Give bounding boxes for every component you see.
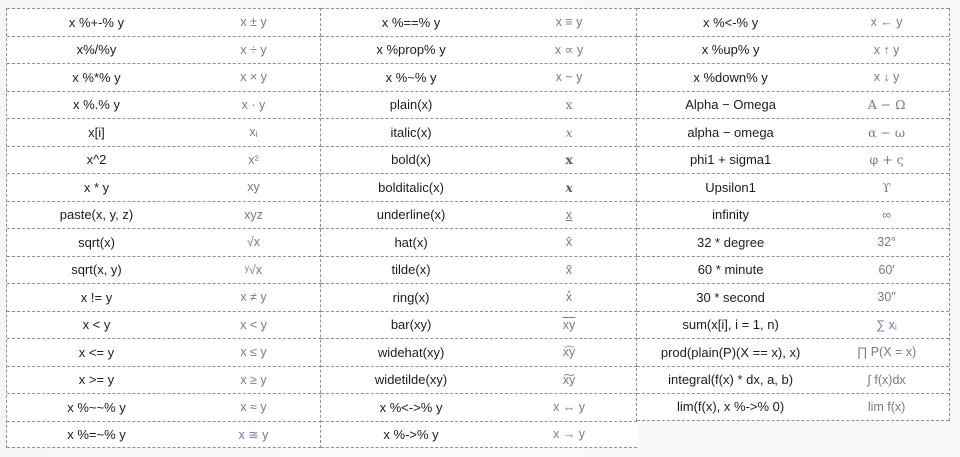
r-code: x%/%y	[76, 42, 117, 58]
r-code: x %->% y	[383, 426, 439, 442]
r-code: sum(x[i], i = 1, n)	[682, 317, 779, 333]
rendered-output: x ~ y	[555, 70, 583, 85]
rendered-output: ∫ f(x)dx	[867, 372, 906, 387]
rendered-output: x ↔ y	[553, 400, 586, 415]
r-code: x %prop% y	[376, 42, 446, 58]
table-row	[7, 366, 321, 394]
rendered-output: ∞	[882, 207, 892, 222]
r-code: tilde(x)	[391, 262, 431, 278]
r-code: hat(x)	[394, 234, 428, 250]
table-row	[321, 283, 637, 311]
rendered-output: xy	[247, 180, 260, 195]
r-code: x %up% y	[701, 42, 760, 58]
table-block-3	[636, 8, 950, 421]
r-code: x < y	[82, 317, 111, 333]
table-row	[637, 283, 949, 311]
r-code: 60 * minute	[697, 262, 764, 278]
r-code: x^2	[86, 152, 107, 168]
rendered-output	[501, 202, 637, 229]
table-row	[7, 338, 321, 366]
r-code: 30 * second	[696, 289, 765, 305]
table-row	[321, 63, 637, 91]
table-row	[637, 36, 949, 64]
table-row	[7, 201, 321, 229]
table-row	[321, 146, 637, 174]
rendered-output: 60′	[878, 262, 895, 277]
rendered-output: x < y	[240, 317, 267, 332]
table-row	[321, 91, 637, 119]
table-row	[637, 173, 949, 201]
table-row	[321, 173, 637, 201]
rendered-output: x ≈ y	[240, 400, 267, 415]
table-row	[637, 91, 949, 119]
rendered-output: x ≡ y	[555, 15, 583, 30]
table-row	[7, 146, 321, 174]
r-code: integral(f(x) * dx, a, b)	[668, 372, 794, 388]
rendered-output: x ≅ y	[238, 427, 269, 442]
table-row	[321, 338, 637, 366]
table-row	[321, 8, 637, 36]
r-code: x[i]	[88, 124, 105, 140]
table-row	[637, 201, 949, 229]
rendered-output: x²	[248, 152, 259, 167]
rendered-output: x ÷ y	[240, 42, 267, 57]
r-code: x %~% y	[385, 69, 437, 85]
rendered-output: ϒ	[882, 179, 891, 195]
overlined-xy: $\overline{xy}$	[562, 317, 576, 332]
rendered-output: x × y	[240, 70, 267, 85]
r-code: plain(x)	[389, 97, 433, 113]
table-row	[321, 393, 637, 421]
rendered-output: x	[565, 179, 573, 195]
table-row	[7, 118, 321, 146]
table-row	[321, 256, 637, 284]
r-code: 32 * degree	[696, 234, 765, 250]
rendered-output: α − ω	[868, 124, 906, 140]
rendered-output: x ← y	[870, 15, 903, 30]
table-row	[637, 366, 949, 394]
r-code: ring(x)	[392, 289, 430, 305]
table-row	[321, 366, 637, 394]
r-code: bar(xy)	[390, 317, 432, 333]
rendered-output: ∑ xᵢ	[876, 317, 897, 332]
table-row	[637, 393, 949, 421]
rendered-output: ∏ P(X = x)	[856, 345, 917, 360]
table-row	[321, 118, 637, 146]
r-code: underline(x)	[376, 207, 446, 223]
r-code: x %+-% y	[68, 14, 125, 30]
rendered-output: x ↑ y	[873, 42, 900, 57]
rendered-output: 30″	[877, 290, 896, 305]
r-code: Upsilon1	[705, 179, 756, 195]
table-row	[7, 421, 321, 449]
r-code: x %~~% y	[67, 399, 126, 415]
rendered-output: x → y	[553, 427, 586, 442]
table-row	[7, 8, 321, 36]
rendered-output: x̃	[565, 262, 573, 277]
r-code: widehat(xy)	[377, 344, 445, 360]
rendered-output	[501, 312, 637, 339]
rendered-output: xyz	[244, 207, 263, 222]
table-row	[637, 228, 949, 256]
rendered-output: x	[565, 152, 573, 168]
rendered-output: Α − Ω	[867, 97, 906, 113]
r-code: x %.% y	[73, 97, 120, 113]
table-block-1	[6, 8, 321, 448]
r-code: paste(x, y, z)	[59, 207, 134, 223]
r-code: x >= y	[78, 372, 115, 388]
table-row	[321, 311, 637, 339]
r-code: x <= y	[78, 344, 115, 360]
r-code: x %down% y	[693, 69, 768, 85]
r-code: x %*% y	[72, 69, 121, 85]
rendered-output: x · y	[241, 97, 266, 112]
table-row	[7, 228, 321, 256]
r-code: sqrt(x)	[78, 234, 115, 250]
r-code: x %=~% y	[67, 426, 126, 442]
rendered-output: x̊	[565, 290, 573, 305]
r-code: phi1 + sigma1	[689, 152, 772, 168]
r-code: infinity	[712, 207, 750, 223]
rendered-output: x ≠ y	[240, 290, 267, 305]
r-code: x != y	[80, 289, 113, 305]
rendered-output: x͡y	[562, 345, 576, 360]
table-row	[637, 338, 949, 366]
table-row	[637, 146, 949, 174]
rendered-output: √x	[246, 235, 261, 250]
r-code: lim(f(x), x %->% 0)	[676, 399, 785, 415]
table-row	[7, 36, 321, 64]
r-code: bolditalic(x)	[378, 179, 444, 195]
table-row	[321, 201, 637, 229]
table-row	[7, 311, 321, 339]
rendered-output: x ↓ y	[873, 70, 900, 85]
table-row	[321, 36, 637, 64]
table-row	[7, 91, 321, 119]
rendered-output: x ≤ y	[240, 345, 267, 360]
r-code: alpha − omega	[687, 124, 774, 140]
table-row	[637, 8, 949, 36]
table-row	[7, 173, 321, 201]
r-code: x %<->% y	[379, 399, 443, 415]
r-code: x %<-% y	[702, 14, 759, 30]
table-row	[7, 283, 321, 311]
table-row	[321, 421, 637, 449]
rendered-output: 32°	[877, 235, 897, 250]
table-row	[637, 118, 949, 146]
rendered-output: lim f(x)	[867, 399, 906, 414]
r-code: x %==% y	[381, 14, 441, 30]
r-code: italic(x)	[390, 124, 432, 140]
rendered-output: x ≥ y	[240, 372, 267, 387]
table-row	[637, 63, 949, 91]
table-block-2	[320, 8, 637, 448]
table-row	[637, 256, 949, 284]
underlined-x: x	[565, 207, 573, 222]
rendered-output: xᵢ	[249, 125, 258, 140]
r-code: sqrt(x, y)	[71, 262, 122, 278]
rendered-output: x	[565, 124, 573, 140]
table-row	[7, 63, 321, 91]
rendered-output: ʸ√x	[244, 262, 263, 277]
r-code: prod(plain(P)(X == x), x)	[660, 344, 801, 360]
table-row	[637, 311, 949, 339]
table-row	[321, 228, 637, 256]
r-code: widetilde(xy)	[374, 372, 448, 388]
table-row	[7, 393, 321, 421]
table-row	[7, 256, 321, 284]
r-code: x * y	[83, 179, 110, 195]
r-code: Alpha − Omega	[685, 97, 776, 113]
rendered-output: x̂	[565, 235, 573, 250]
rendered-output: x͠y	[562, 372, 576, 387]
rendered-output: x ± y	[240, 15, 267, 30]
rendered-output: φ + ς	[869, 152, 904, 168]
rendered-output: x ∝ y	[554, 43, 584, 58]
rendered-output: x	[565, 97, 573, 113]
r-code: bold(x)	[391, 152, 431, 168]
